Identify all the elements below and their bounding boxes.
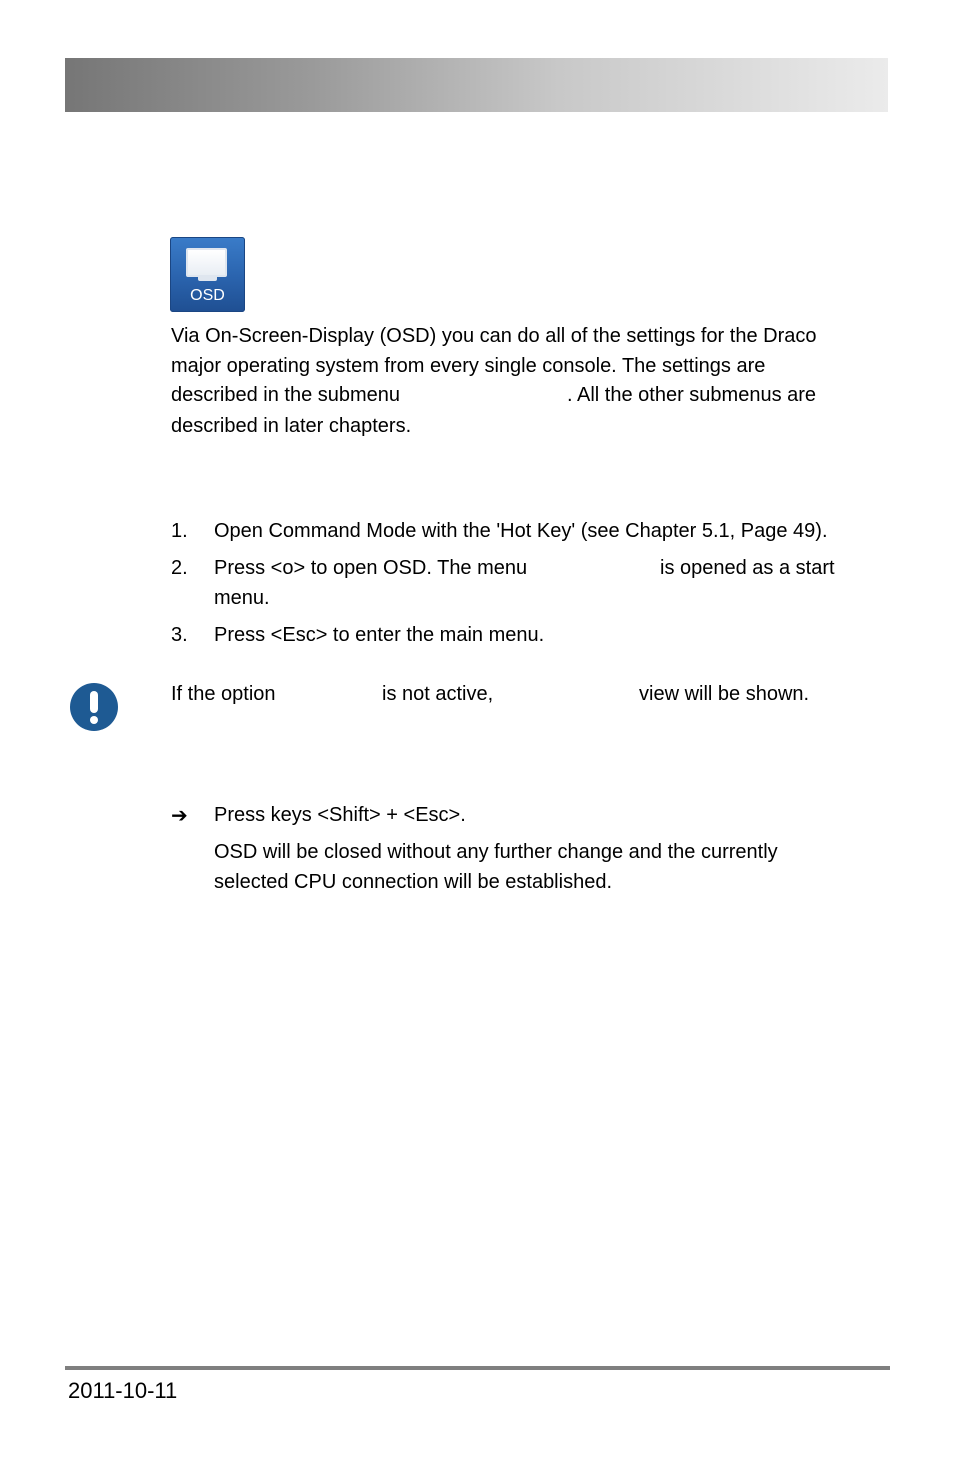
footer-rule (65, 1366, 890, 1370)
monitor-stand (198, 277, 217, 281)
exclamation-dot (90, 716, 98, 724)
exit-result-line-1: OSD will be closed without any further change and the currently (214, 841, 778, 863)
osd-monitor-icon (170, 237, 245, 312)
exit-result-line-2: selected CPU connection will be established. (214, 871, 612, 893)
intro-line-2: major operating system from every single console. The settings are (171, 355, 766, 377)
step-1-text: Open Command Mode with the 'Hot Key' (see Chapter 5.1, Page 49). (214, 520, 828, 542)
footer-date: 2011-10-11 (68, 1378, 178, 1403)
monitor-screen-icon (186, 248, 227, 277)
note-part-3: view will be shown. (639, 683, 810, 705)
step-3-text: Press <Esc> to enter the main menu. (214, 624, 545, 646)
note-part-1: If the option (171, 683, 276, 705)
step-2-text-a: Press <o> to open OSD. The menu (214, 557, 528, 579)
intro-line-3b: . All the other submenus are (567, 384, 817, 406)
intro-line-1: Via On-Screen-Display (OSD) you can do all of the settings for the Draco (171, 325, 817, 347)
header-bar (65, 58, 888, 112)
step-2-text-c: menu. (214, 587, 270, 609)
arrow-right-icon: ➔ (171, 803, 188, 827)
step-2-number: 2. (171, 557, 188, 579)
step-2-text-b: is opened as a start (660, 557, 835, 579)
important-note-icon (70, 683, 118, 731)
intro-line-4: described in later chapters. (171, 415, 412, 437)
exclamation-bar (90, 691, 98, 713)
intro-line-3a: described in the submenu (171, 384, 401, 406)
exit-action-text: Press keys <Shift> + <Esc>. (214, 804, 466, 826)
osd-icon-label: OSD (190, 287, 225, 304)
step-1-number: 1. (171, 520, 188, 542)
step-3-number: 3. (171, 624, 188, 646)
note-part-2: is not active, (382, 683, 494, 705)
